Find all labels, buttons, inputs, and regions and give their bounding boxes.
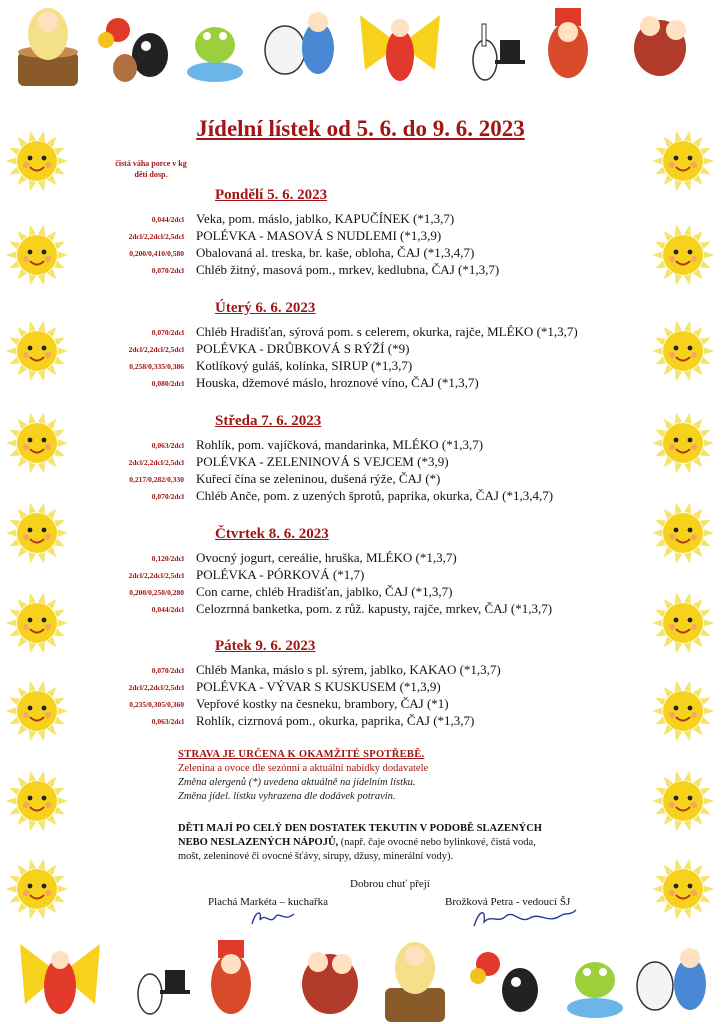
portion-size: 0,070/2dcl — [151, 666, 184, 675]
meal-description: POLÉVKA - ZELENINOVÁ S VEJCEM (*3,9) — [196, 454, 449, 469]
meal-description: POLÉVKA - VÝVAR S KUSKUSEM (*1,3,9) — [196, 679, 441, 694]
day-heading: Pondělí 5. 6. 2023 — [215, 187, 328, 203]
consumption-notice: STRAVA JE URČENA K OKAMŽITÉ SPOTŘEBĚ. — [178, 749, 425, 760]
sun-icon — [4, 222, 70, 288]
cook-signature — [248, 906, 298, 930]
meal-description: Chléb Manka, máslo s pl. sýrem, jablko, KAKAO (*1,3,7) — [196, 662, 501, 677]
portion-size: 0,044/2dcl — [151, 215, 184, 224]
meal-description: Chléb Hradišťan, sýrová pom. s celerem, okurka, rajče, MLÉKO (*1,3,7) — [196, 324, 578, 339]
meal-description: Rohlík, pom. vajíčková, mandarinka, MLÉKO (*1,3,7) — [196, 437, 484, 452]
portion-size: 2dcl/2,2dcl/2,5dcl — [128, 232, 184, 241]
hatted-man-with-kids-illustration — [548, 8, 588, 78]
meal-description: Kotlíkový guláš, kolínka, SIRUP (*1,3,7) — [196, 358, 413, 373]
meal-description: Celozrnná banketka, pom. z růž. kapusty, rajče, mrkev, ČAJ (*1,3,7) — [196, 601, 553, 616]
meal-row — [0, 375, 721, 394]
manager-name: Brožková Petra - vedoucí ŠJ — [445, 896, 571, 908]
sun-icon — [4, 128, 70, 194]
bandits-illustration — [634, 16, 686, 76]
meal-description: POLÉVKA - MASOVÁ S NUDLEMI (*1,3,9) — [196, 228, 442, 243]
mole-with-flowers-illustration — [470, 952, 538, 1012]
meal-description: Chléb žitný, masová pom., mrkev, kedlubna, ČAJ (*1,3,7) — [196, 262, 500, 277]
meal-description: Chléb Anče, pom. z uzených šprotů, paprika, okurka, ČAJ (*1,3,4,7) — [196, 488, 554, 503]
cartoon-strip-bottom — [0, 934, 721, 1024]
portion-size: 0,044/2dcl — [151, 605, 184, 614]
portion-size: 0,120/2dcl — [151, 554, 184, 563]
dog-and-doll-illustration — [265, 12, 334, 74]
bandits-illustration — [302, 952, 358, 1014]
meal-row — [0, 713, 721, 732]
day-heading: Úterý 6. 6. 2023 — [215, 300, 316, 316]
mole-with-flowers-illustration — [98, 18, 168, 82]
portion-size: 0,235/0,305/0,360 — [129, 700, 184, 709]
cartoon-strip-top — [0, 0, 721, 90]
sun-icon — [4, 590, 70, 656]
sun-icon — [4, 856, 70, 922]
allergen-notice: Změna alergenů (*) uvedena aktuálně na jídelním lístku. — [178, 777, 416, 788]
portion-size: 0,080/2dcl — [151, 379, 184, 388]
menu-change-notice: Změna jídel. lístku vyhrazena dle dodávek potravin. — [178, 791, 396, 802]
manager-signature — [470, 906, 580, 932]
portion-size: 0,063/2dcl — [151, 717, 184, 726]
hatted-man-with-kids-illustration — [211, 940, 251, 1014]
meal-description: POLÉVKA - PÓRKOVÁ (*1,7) — [196, 567, 365, 582]
sun-icon — [4, 500, 70, 566]
sun-icon — [650, 128, 716, 194]
day-heading: Středa 7. 6. 2023 — [215, 413, 322, 429]
portion-weight-note-line: čistá váha porce v kg — [115, 159, 187, 168]
meal-row — [0, 601, 721, 620]
sun-icon — [4, 410, 70, 476]
portion-size: 0,217/0,282/0,330 — [129, 475, 184, 484]
portion-size: 2dcl/2,2dcl/2,5dcl — [128, 345, 184, 354]
meal-description: Con carne, chléb Hradišťan, jablko, ČAJ (*1,3,7) — [196, 584, 453, 599]
portion-size: 0,258/0,335/0,386 — [129, 362, 184, 371]
meal-description: Houska, džemové máslo, hroznové víno, ČAJ (*1,3,7) — [196, 375, 479, 390]
meal-description: Kuřecí čína se zeleninou, dušená rýže, ČAJ (*) — [196, 471, 441, 486]
fairy-on-stump-illustration — [18, 8, 78, 86]
portion-weight-note-columns: děti dosp. — [134, 170, 168, 179]
page-title: Jídelní lístek od 5. 6. do 9. 6. 2023 — [196, 116, 525, 141]
meal-description: Obalovaná al. treska, br. kaše, obloha, ČAJ (*1,3,4,7) — [196, 245, 475, 260]
produce-notice: Zelenina a ovoce dle sezónní a aktuální nabídky dodavatele — [178, 763, 429, 774]
portion-size: 0,200/0,410/0,580 — [129, 249, 184, 258]
greeting: Dobrou chuť přejí — [350, 878, 430, 890]
drinks-notice-examples: (např. čaje ovocné nebo bylinkové, čistá voda, — [338, 837, 536, 848]
drinks-notice — [178, 822, 638, 864]
sun-icon — [4, 318, 70, 384]
portion-size: 0,070/2dcl — [151, 266, 184, 275]
sun-icon — [650, 222, 716, 288]
notes-block — [178, 748, 618, 804]
portion-size: 0,070/2dcl — [151, 328, 184, 337]
sun-icon — [650, 500, 716, 566]
meal-description: Veka, pom. máslo, jablko, KAPUČÍNEK (*1,3,7) — [196, 211, 455, 226]
frog-in-fountain-illustration — [187, 27, 243, 82]
meal-description: POLÉVKA - DRŮBKOVÁ S RÝŽÍ (*9) — [196, 341, 410, 356]
rabbit-with-hat-illustration — [138, 970, 190, 1014]
meal-description: Vepřové kostky na česneku, brambory, ČAJ (*1) — [196, 696, 449, 711]
rabbit-with-hat-illustration — [473, 24, 525, 80]
sun-icon — [4, 678, 70, 744]
day-heading: Čtvrtek 8. 6. 2023 — [215, 526, 329, 542]
sun-icon — [650, 678, 716, 744]
portion-size: 0,063/2dcl — [151, 441, 184, 450]
sun-icon — [650, 768, 716, 834]
fairy-on-stump-illustration — [385, 942, 445, 1022]
portion-size: 2dcl/2,2dcl/2,5dcl — [128, 683, 184, 692]
drinks-notice-bold-2: NEBO NESLAZENÝCH NÁPOJŮ, — [178, 837, 339, 848]
portion-size: 0,070/2dcl — [151, 492, 184, 501]
meal-description: Rohlík, cizrnová pom., okurka, paprika, ČAJ (*1,3,7) — [196, 713, 475, 728]
day-heading: Pátek 9. 6. 2023 — [215, 638, 316, 654]
sun-icon — [4, 768, 70, 834]
meal-description: Ovocný jogurt, cereálie, hruška, MLÉKO (*1,3,7) — [196, 550, 457, 565]
sun-icon — [650, 318, 716, 384]
sun-icon — [650, 410, 716, 476]
sun-icon — [650, 590, 716, 656]
frog-in-fountain-illustration — [567, 962, 623, 1018]
dog-and-doll-illustration — [637, 948, 706, 1010]
drinks-notice-bold: DĚTI MAJÍ PO CELÝ DEN DOSTATEK TEKUTIN V PODOBĚ SLAZENÝCH — [178, 823, 542, 834]
cook-name: Plachá Markéta – kuchařka — [208, 896, 329, 908]
butterfly-fairy-illustration — [20, 944, 100, 1014]
butterfly-fairy-illustration — [360, 15, 440, 81]
meal-row — [0, 262, 721, 281]
portion-size: 2dcl/2,2dcl/2,5dcl — [128, 571, 184, 580]
portion-size: 0,200/0,250/0,280 — [129, 588, 184, 597]
portion-weight-note — [96, 158, 206, 180]
sun-icon — [650, 856, 716, 922]
portion-size: 2dcl/2,2dcl/2,5dcl — [128, 458, 184, 467]
drinks-notice-examples-2: mošt, zeleninové či ovocné šťávy, sirupy, džusy, minerální vody). — [178, 851, 454, 862]
meal-row — [0, 488, 721, 507]
